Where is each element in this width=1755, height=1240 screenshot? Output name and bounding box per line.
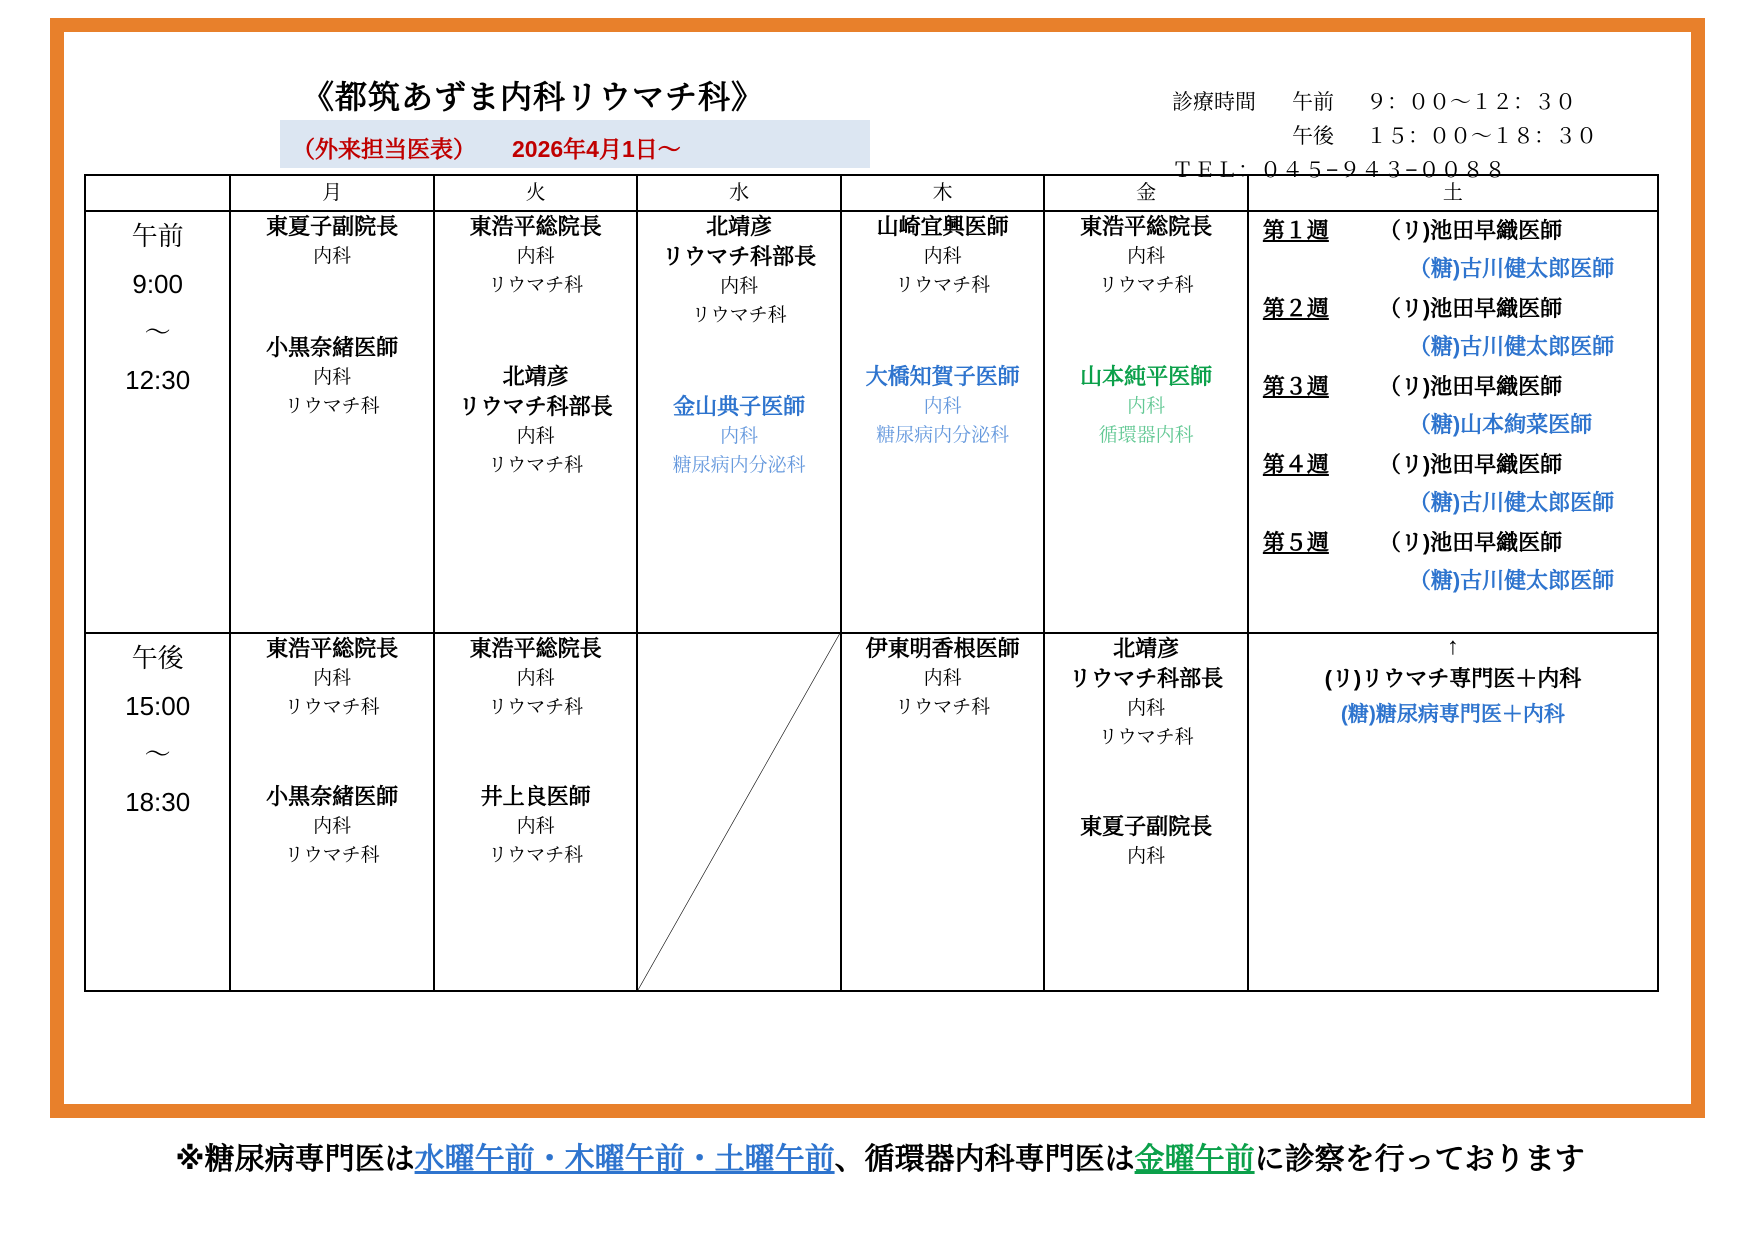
header-thu: 木 xyxy=(841,175,1045,211)
slot-tue-am-1 xyxy=(435,212,637,300)
poster-frame xyxy=(50,18,1705,1118)
doctor-name: 北靖彦 xyxy=(706,214,773,239)
header xyxy=(82,42,1673,182)
doctor-dept: 糖尿病内分泌科 xyxy=(876,425,1010,446)
cell-thu-am xyxy=(841,211,1045,633)
telephone: ＴＥＬ：０４５−９４３−００８８ xyxy=(1172,159,1507,182)
doctor-dept: 内科 xyxy=(516,816,555,837)
afternoon-end: 18:30 xyxy=(125,787,191,817)
cell-tue-pm xyxy=(434,633,638,991)
week-doctor-rheuma: （リ)池田早織医師 xyxy=(1378,374,1563,399)
hours-title: 診療時間 xyxy=(1172,91,1256,114)
footer-middle: 、循環器内科専門医は xyxy=(834,1143,1135,1176)
footer-prefix: ※糖尿病専門医は xyxy=(175,1143,415,1176)
doctor-dept: 循環器内科 xyxy=(1098,425,1194,446)
doctor-dept: 内科 xyxy=(1127,396,1166,417)
doctor-dept: 内科 xyxy=(923,668,962,689)
subtitle-label: （外来担当医表） xyxy=(292,136,476,162)
slot-tue-pm-1 xyxy=(435,634,637,722)
legend-rheuma: (リ)リウマチ専門医＋内科 xyxy=(1324,666,1582,691)
doctor-name: 東夏子副院長 xyxy=(266,214,399,239)
schedule-table xyxy=(84,174,1659,992)
slot-mon-pm-2 xyxy=(231,782,433,870)
slot-tue-am-2 xyxy=(435,362,637,480)
slot-thu-am-1 xyxy=(842,212,1044,300)
doctor-title: リウマチ科部長 xyxy=(662,244,817,269)
header-wed: 水 xyxy=(637,175,841,211)
sat-week-row xyxy=(1249,290,1657,368)
afternoon-label: 午後 xyxy=(131,643,184,673)
cell-sat-pm-legend xyxy=(1248,633,1658,991)
afternoon-start: 15:00 xyxy=(125,691,191,721)
footer-note xyxy=(60,1134,1700,1178)
header-fri: 金 xyxy=(1044,175,1248,211)
week-doctor-diabetes: （糖)古川健太郎医師 xyxy=(1408,490,1615,515)
slot-thu-am-2 xyxy=(842,362,1044,450)
doctor-name: 金山典子医師 xyxy=(673,394,806,419)
slot-wed-am-2 xyxy=(638,392,840,480)
cell-tue-am xyxy=(434,211,638,633)
week-doctor-diabetes: （糖)古川健太郎医師 xyxy=(1408,568,1615,593)
week-doctor-rheuma: （リ)池田早織医師 xyxy=(1378,296,1563,321)
doctor-dept: リウマチ科 xyxy=(691,305,787,326)
doctor-name: 北靖彦 xyxy=(1113,636,1180,661)
cell-thu-pm xyxy=(841,633,1045,991)
doctor-name: 山崎宜興医師 xyxy=(876,214,1009,239)
doctor-name: 井上良医師 xyxy=(480,784,591,809)
closed-diagonal-icon xyxy=(638,634,840,990)
doctor-dept: リウマチ科 xyxy=(284,697,380,718)
sat-week-row xyxy=(1249,368,1657,446)
doctor-name: 東浩平総院長 xyxy=(469,214,602,239)
hours-pm-value: １５：００〜１８：３０ xyxy=(1366,125,1597,148)
doctor-dept: リウマチ科 xyxy=(1098,275,1194,296)
doctor-dept: 内科 xyxy=(720,426,759,447)
slot-thu-pm-1 xyxy=(842,634,1044,722)
doctor-name: 東浩平総院長 xyxy=(1080,214,1213,239)
doctor-dept: 内科 xyxy=(516,668,555,689)
hours-am-value: ９：００〜１２：３０ xyxy=(1366,91,1576,114)
afternoon-time-cell xyxy=(85,633,230,991)
doctor-dept: 内科 xyxy=(313,816,352,837)
doctor-dept: 内科 xyxy=(720,276,759,297)
doctor-dept: 内科 xyxy=(516,246,555,267)
clinic-title: 《都筑あずま内科リウマチ科》 xyxy=(302,79,765,115)
doctor-dept: リウマチ科 xyxy=(895,697,991,718)
doctor-dept: リウマチ科 xyxy=(488,455,584,476)
week-doctor-rheuma: （リ)池田早織医師 xyxy=(1378,452,1563,477)
doctor-dept: 内科 xyxy=(1127,846,1166,867)
hours-pm-label: 午後 xyxy=(1292,125,1334,148)
doctor-name: 小黒奈緒医師 xyxy=(266,335,399,360)
week-label: 第３週 xyxy=(1262,374,1329,399)
slot-fri-pm-1 xyxy=(1045,634,1247,752)
week-label: 第４週 xyxy=(1262,452,1329,477)
slot-mon-pm-1 xyxy=(231,634,433,722)
doctor-dept: 糖尿病内分泌科 xyxy=(672,455,806,476)
doctor-dept: リウマチ科 xyxy=(488,845,584,866)
cell-fri-am xyxy=(1044,211,1248,633)
week-doctor-diabetes: （糖)古川健太郎医師 xyxy=(1408,256,1615,281)
week-doctor-rheuma: （リ)池田早織医師 xyxy=(1378,218,1563,243)
week-doctor-diabetes: （糖)山本絢菜医師 xyxy=(1408,412,1593,437)
cell-wed-pm-closed xyxy=(637,633,841,991)
doctor-name: 小黒奈緒医師 xyxy=(266,784,399,809)
doctor-dept: 内科 xyxy=(923,396,962,417)
doctor-title: リウマチ科部長 xyxy=(458,394,613,419)
table-row-afternoon xyxy=(85,633,1658,991)
morning-end: 12:30 xyxy=(125,365,191,395)
cell-wed-am xyxy=(637,211,841,633)
doctor-name: 大橋知賀子医師 xyxy=(865,364,1020,389)
header-sat: 土 xyxy=(1248,175,1658,211)
afternoon-tilde: 〜 xyxy=(144,739,171,769)
doctor-title: リウマチ科部長 xyxy=(1069,666,1224,691)
slot-fri-pm-2 xyxy=(1045,812,1247,871)
hours-am-label: 午前 xyxy=(1292,91,1334,114)
doctor-dept: リウマチ科 xyxy=(284,845,380,866)
footer-link-cardio-days: 金曜午前 xyxy=(1134,1143,1255,1176)
legend-diabetes: (糖)糖尿病専門医＋内科 xyxy=(1340,703,1565,726)
doctor-dept: 内科 xyxy=(923,246,962,267)
slot-wed-am-1 xyxy=(638,212,840,330)
morning-label: 午前 xyxy=(131,221,184,251)
slot-tue-pm-2 xyxy=(435,782,637,870)
doctor-dept: リウマチ科 xyxy=(284,396,380,417)
effective-date: 2026年4月1日〜 xyxy=(512,136,681,162)
sat-week-row xyxy=(1249,446,1657,524)
hours-block xyxy=(1172,86,1597,188)
week-doctor-rheuma: （リ)池田早織医師 xyxy=(1378,530,1563,555)
slot-fri-am-1 xyxy=(1045,212,1247,300)
morning-start: 9:00 xyxy=(132,269,183,299)
header-blank xyxy=(85,175,230,211)
footer-suffix: に診察を行っております xyxy=(1254,1143,1585,1176)
slot-mon-am-2 xyxy=(231,333,433,421)
doctor-name: 北靖彦 xyxy=(502,364,569,389)
doctor-name: 東夏子副院長 xyxy=(1080,814,1213,839)
cell-mon-pm xyxy=(230,633,434,991)
week-label: 第２週 xyxy=(1262,296,1329,321)
slot-mon-am-1 xyxy=(231,212,433,271)
doctor-dept: 内科 xyxy=(1127,246,1166,267)
footer-link-diabetes-days: 水曜午前・木曜午前・土曜午前 xyxy=(414,1143,835,1176)
cell-sat-am xyxy=(1248,211,1658,633)
header-tue: 火 xyxy=(434,175,638,211)
doctor-name: 山本純平医師 xyxy=(1080,364,1213,389)
doctor-dept: 内科 xyxy=(313,367,352,388)
doctor-dept: リウマチ科 xyxy=(895,275,991,296)
sat-week-row xyxy=(1249,524,1657,602)
week-label: 第５週 xyxy=(1262,530,1329,555)
week-doctor-diabetes: （糖)古川健太郎医師 xyxy=(1408,334,1615,359)
doctor-dept: リウマチ科 xyxy=(488,275,584,296)
doctor-dept: リウマチ科 xyxy=(488,697,584,718)
doctor-dept: リウマチ科 xyxy=(1098,727,1194,748)
doctor-dept: 内科 xyxy=(313,246,352,267)
doctor-dept: 内科 xyxy=(516,426,555,447)
doctor-dept: 内科 xyxy=(313,668,352,689)
doctor-name: 伊東明香根医師 xyxy=(865,636,1020,661)
week-label: 第１週 xyxy=(1262,218,1329,243)
cell-mon-am xyxy=(230,211,434,633)
doctor-name: 東浩平総院長 xyxy=(266,636,399,661)
doctor-name: 東浩平総院長 xyxy=(469,636,602,661)
header-mon: 月 xyxy=(230,175,434,211)
table-row-morning xyxy=(85,211,1658,633)
subtitle-banner xyxy=(280,120,870,168)
poster-inner xyxy=(64,32,1691,1104)
morning-time-cell xyxy=(85,211,230,633)
doctor-dept: 内科 xyxy=(1127,698,1166,719)
slot-fri-am-2 xyxy=(1045,362,1247,450)
sat-week-row xyxy=(1249,212,1657,290)
cell-fri-pm xyxy=(1044,633,1248,991)
morning-tilde: 〜 xyxy=(144,317,171,347)
up-arrow-icon: ↑ xyxy=(1446,633,1459,660)
